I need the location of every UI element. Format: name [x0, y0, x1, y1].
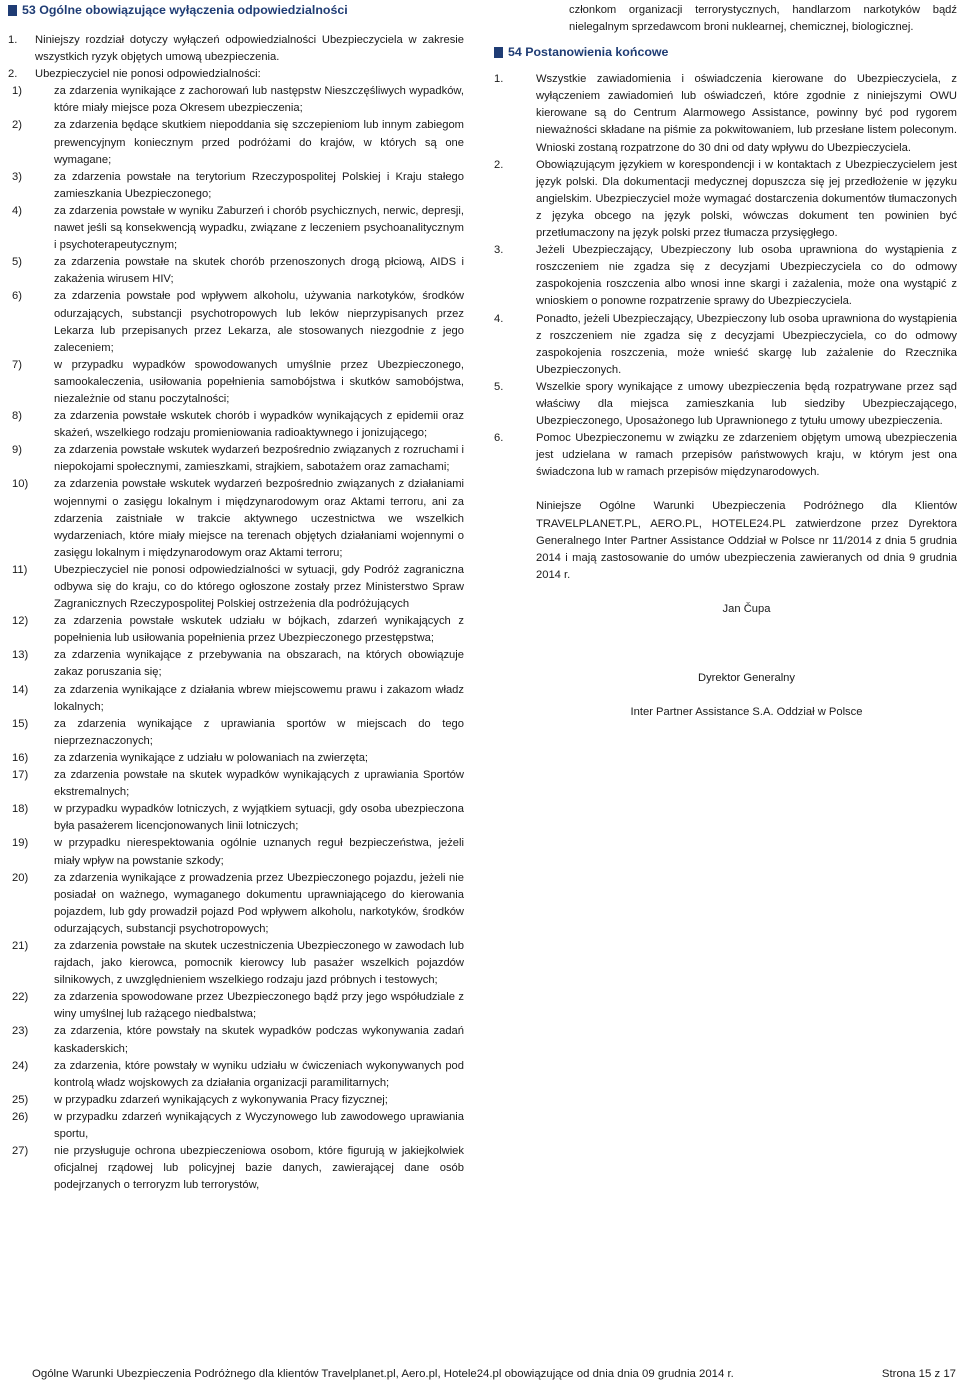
list-item: [494, 311, 957, 379]
list-item-text: za zdarzenia powstałe na skutek wypadków wynikających z uprawiania Sportów ekstremalnych;: [54, 769, 464, 799]
signature-company: Inter Partner Assistance S.A. Oddział w Polsce: [630, 706, 863, 719]
list-item-text: Ubezpieczyciel nie ponosi odpowiedzialności w sytuacji, gdy Podróż zagraniczna odbywa się do kraju, co do którego ogłoszone zostały przez Ministerstwo Spraw Zagranicznych Rzeczypospolitej Polskiej ostrzeżenia dla podróżujących: [54, 563, 464, 611]
list-item: [12, 870, 464, 938]
list-item-number: 2.: [494, 158, 504, 171]
list-item: [12, 767, 464, 801]
list-item: [494, 379, 957, 430]
right-column: [494, 0, 957, 721]
list-item-text: w przypadku wypadków spowodowanych umyślnie przez Ubezpieczonego, samookaleczenia, usiłowania popełnienia samobójstwa i skutków samobójstwa, niezależnie od stanu poczytalności;: [54, 358, 464, 405]
list-item: [12, 83, 464, 117]
list-item: [12, 1109, 464, 1143]
list-item-number: 20): [12, 871, 29, 884]
list-item-text: za zdarzenia spowodowane przez Ubezpieczonego bądź przy jego współudziale z winy umyślnej lub rażącego niedbalstwa;: [54, 991, 464, 1021]
list-item-text: za zdarzenia powstałe na skutek chorób przenoszonych drogą płciową, AIDS i zakażenia wirusem HIV;: [54, 256, 464, 286]
signature-title: Dyrektor Generalny: [698, 672, 795, 684]
list-item-text: za zdarzenia, które powstały w wyniku udziału w ćwiczeniach wykonywanych pod kontrolą władz wojskowych za działania organizacji paramilitarnych;: [54, 1059, 464, 1089]
list-item: [12, 169, 464, 203]
list-item: [12, 750, 464, 767]
list-item-number: 2): [12, 119, 22, 132]
list-item-text: za zdarzenia powstałe na terytorium Rzeczypospolitej Polskiej i Kraju stałego zamieszkania Ubezpieczonego;: [54, 170, 464, 200]
section-54-heading: 54 Postanowienia końcowe: [494, 44, 957, 61]
list-item-number: 18): [12, 803, 29, 816]
list-item-text: za zdarzenia powstałe wskutek wydarzeń bezpośrednio związanych z działaniami wojennymi o zasięgu lokalnym i międzynarodowym oraz Aktami terroru, ani za zdarzenia zaistniałe w trakcie aktywnego uczestnictwa we wszelkich wydarzeniach, które miały miejsce na terenach objętych działaniami wojennymi o zasięgu lokalnym i międzynarodowym oraz Aktami terroru;: [54, 478, 464, 559]
list-item: [12, 1058, 464, 1092]
list-item-text: za zdarzenia powstałe wskutek chorób i wypadków wynikających z epidemii oraz skażeń, wszelkiego rodzaju promieniowania radioaktywnego i jonizującego;: [54, 410, 464, 440]
list-item: [494, 242, 957, 310]
list-item-text: za zdarzenia wynikające z uprawiania sportów w miejscach do tego nieprzeznaczonych;: [54, 717, 464, 747]
list-item-text: Ponadto, jeżeli Ubezpieczający, Ubezpieczony lub osoba uprawniona do wystąpienia z roszczeniem nie zgadza się z decyzjami Ubezpieczyciela, co do odmowy zaspokojenia roszczenia, może wnieść skargę lub zażalenie do Rzecznika Ubezpieczonych.: [536, 312, 957, 376]
list-item: [494, 71, 957, 156]
section-53-heading: 53 Ogólne obowiązujące wyłączenia odpowiedzialności: [8, 2, 464, 19]
list-item: [12, 117, 464, 168]
list-item: [12, 288, 464, 356]
list-item: [12, 476, 464, 561]
list-item-number: 1): [12, 85, 22, 98]
list-item-text: za zdarzenia powstałe wskutek udziału w bójkach, zdarzeń wynikających z popełnienia lub usiłowania popełnienia przez Ubezpieczonego przestępstwa;: [54, 615, 464, 645]
list-item-number: 3): [12, 170, 22, 183]
list-item-number: 17): [12, 769, 29, 782]
list-item: [12, 1092, 464, 1109]
list-item-number: 3.: [494, 244, 504, 257]
left-column: [8, 0, 464, 1194]
list-item: [494, 157, 957, 242]
list-item-number: 5.: [494, 380, 504, 393]
list-item: [12, 682, 464, 716]
list-item: [12, 835, 464, 869]
list-item-text: za zdarzenia wynikające z udziału w polowaniach na zwierzęta;: [54, 751, 369, 764]
list-item-number: 10): [12, 478, 29, 491]
list-item-number: 19): [12, 837, 29, 850]
list-item-number: 4.: [494, 312, 504, 325]
list-item: [12, 442, 464, 476]
list-item-text: za zdarzenia będące skutkiem niepoddania się szczepieniom lub innym zabiegom prewencyjnym koniecznym przed podróżami do krajów, w których są one wymagane;: [54, 119, 464, 166]
closing-paragraph: Niniejsze Ogólne Warunki Ubezpieczenia Podróżnego dla Klientów TRAVELPLANET.PL, AERO.PL, HOTELE24.PL zatwierdzone przez Dyrektora Generalnego Inter Partner Assistance Oddział w Polsce nr 11/2014 z dnia 5 grudnia 2014 i mają zastosowanie do umów ubezpieczenia zawieranych od dnia 9 grudnia 2014 r.: [536, 500, 957, 581]
list-item-text: Wszelkie spory wynikające z umowy ubezpieczenia będą rozpatrywane przez sąd właściwy dla miejsca zamieszkania lub siedziby Ubezpieczającego, Ubezpieczonego, Uposażonego lub Uprawnionego z tytułu umowy ubezpieczenia.: [536, 380, 957, 428]
list-item-number: 27): [12, 1145, 29, 1158]
exclusions-list: [8, 83, 464, 1194]
list-item: [12, 1143, 464, 1194]
list-item-text: w przypadku nierespektowania ogólnie uznanych reguł bezpieczeństwa, jeżeli miały wpływ na powstanie szkody;: [54, 837, 464, 867]
list-item: [12, 408, 464, 442]
list-item-text: za zdarzenia powstałe w wyniku Zaburzeń i chorób psychicznych, nerwic, depresji, nawet jeśli są konsekwencją wypadku, związane z leczeniem psychoanalitycznym i psychoterapeutycznym;: [54, 204, 464, 252]
list-item-number: 1.: [494, 73, 504, 86]
heading-square-icon: [494, 47, 503, 58]
list-item: [494, 430, 957, 481]
paragraph-1: 1. Niniejszy rozdział dotyczy wyłączeń odpowiedzialności Ubezpieczyciela w zakresie wszystkich ryzyk objętych umową ubezpieczenia.: [8, 34, 464, 64]
list-item-text: Pomoc Ubezpieczonemu w związku ze zdarzeniem objętym umową ubezpieczenia jest udzielana w ramach przepisów państwowych kraju, w którym jest ona świadczona lub w ramach przepisów międzynarodowych.: [536, 432, 957, 479]
heading-square-icon: [8, 5, 17, 16]
final-provisions-list: [494, 71, 957, 481]
list-item: [12, 203, 464, 254]
list-item-text: za zdarzenia wynikające z prowadzenia przez Ubezpieczonego pojazdu, jeżeli nie posiadał on ważnego, wymaganego dokumentu uprawniającego do kierowania pojazdem, lub gdy prowadził pojazd Pod wpływem alkoholu, narkotyków, środków odurzających, substancji psychotropowych;: [54, 871, 464, 935]
list-item-text: za zdarzenia wynikające z zachorowań lub następstw Nieszczęśliwych wypadków, które miały miejsce poza Okresem ubezpieczenia;: [54, 85, 464, 115]
list-item: [12, 716, 464, 750]
list-item-text: nie przysługuje ochrona ubezpieczeniowa osobom, które figurują w jakiejkolwiek oficjalnej rządowej lub policyjnej bazie danych, zawierającej dane osób podejrzanych o terroryzm lub terrorystów,: [54, 1145, 464, 1192]
list-item-number: 12): [12, 615, 29, 628]
list-item-number: 4): [12, 204, 22, 217]
list-item-text: za zdarzenia, które powstały na skutek wypadków podczas wykonywania zadań kaskaderskich;: [54, 1025, 464, 1055]
list-item-number: 8): [12, 410, 22, 423]
list-item-number: 13): [12, 649, 29, 662]
list-item-number: 25): [12, 1093, 29, 1106]
list-item: [12, 989, 464, 1023]
list-item-text: za zdarzenia powstałe na skutek uczestniczenia Ubezpieczonego w zawodach lub rajdach, jako kierowca, pomocnik kierowcy lub pasażer wszelkich pojazdów silnikowych, z uwzględnieniem wszelkiego rodzaju jazd próbnych i testowych;: [54, 939, 464, 987]
list-item-text: za zdarzenia wynikające z działania wbrew miejscowemu prawu i zakazom władz lokalnych;: [54, 683, 464, 713]
list-item-number: 6): [12, 290, 22, 303]
list-item: [12, 562, 464, 613]
list-item: [12, 1023, 464, 1057]
list-item: [12, 647, 464, 681]
signature-name: Jan Čupa: [722, 602, 771, 615]
list-item-text: Obowiązującym językiem w korespondencji i w kontaktach z Ubezpieczycielem jest język polski. Dla dokumentacji medycznej dopuszcza się jej przedłożenie w języku angielskim. Ubezpieczyciel może wymagać dostarczenia dokumentów tłumaczonych z języka obcego na język polski, wówczas dokument ten powinien być przetłumaczony na język polski przez tłumacza przysięgłego.: [536, 158, 957, 240]
list-item-text: w przypadku zdarzeń wynikających z Wyczynowego lub zawodowego uprawiania sportu,: [54, 1110, 464, 1140]
list-item-text: za zdarzenia powstałe pod wpływem alkoholu, używania narkotyków, środków odurzających, substancji psychotropowych lub leków nieprzypisanych przez Lekarza lub przepisanych przez Lekarza, ale stosowanych niezgodnie z jego zaleceniem;: [54, 290, 464, 354]
list-item-number: 14): [12, 683, 29, 696]
list-item-number: 9): [12, 444, 22, 457]
list-item-number: 15): [12, 717, 29, 730]
list-item-number: 24): [12, 1059, 29, 1072]
page-number: Strona 15 z 17: [881, 1368, 956, 1380]
list-item: [12, 254, 464, 288]
list-item-number: 23): [12, 1025, 29, 1038]
list-item-text: w przypadku zdarzeń wynikających z wykonywania Pracy fizycznej;: [54, 1093, 388, 1106]
list-item-text: w przypadku wypadków lotniczych, z wyjątkiem sytuacji, gdy osoba ubezpieczona była pasażerem licencjonowanych linii lotniczych;: [54, 803, 464, 833]
list-item-number: 26): [12, 1110, 29, 1123]
list-item-number: 22): [12, 991, 29, 1004]
footer-text: Ogólne Warunki Ubezpieczenia Podróżnego dla klientów Travelplanet.pl, Aero.pl, Hotele24.pl obowiązujące od dnia dnia 09 grudnia 2014 r.: [32, 1368, 734, 1380]
list-item-number: 7): [12, 358, 22, 371]
list-item: [12, 938, 464, 989]
list-item-text: za zdarzenia powstałe wskutek wydarzeń bezpośrednio związanych z rozruchami i niepokojami społecznymi, zamieszkami, strajkiem, sabotażem oraz zamachami;: [54, 444, 464, 474]
list-item-number: 21): [12, 939, 29, 952]
list-item-text: za zdarzenia wynikające z przebywania na obszarach, na których obowiązuje zakaz poruszania się;: [54, 649, 464, 679]
list-item-number: 6.: [494, 432, 504, 445]
list-item-number: 11): [12, 563, 28, 576]
list-item-text: Jeżeli Ubezpieczający, Ubezpieczony lub osoba uprawniona do wystąpienia z roszczeniem nie zgadza się z decyzjami Ubezpieczyciela co do odmowy zaspokojenia roszczenia albo wnosi inne skargi i zażalenia, może ona wystąpić z wnioskiem o ponowne rozpatrzenie sprawy do Ubezpieczyciela.: [536, 244, 957, 308]
list-item-number: 5): [12, 256, 22, 269]
continuation-text: członkom organizacji terrorystycznych, handlarzom narkotyków bądź nielegalnym sprzedawcom broni nuklearnej, chemicznej, biologicznej.: [569, 4, 957, 34]
list-item: [12, 801, 464, 835]
list-item-text: Wszystkie zawiadomienia i oświadczenia kierowane do Ubezpieczyciela, z wyłączeniem zawiadomień lub oświadczeń, które zgodnie z niniejszymi OWU kierowane są do Centrum Alarmowego Assistance, powinny być pod rygorem nieważności składane na piśmie za pokwitowaniem, lub przesłane listem poleconym. Wnioski zostaną rozpatrzone do 30 dni od daty wpływu do Ubezpieczyciela.: [536, 73, 957, 154]
list-item-number: 16): [12, 751, 29, 764]
list-item: [12, 613, 464, 647]
list-item: [12, 357, 464, 408]
paragraph-2: 2. Ubezpieczyciel nie ponosi odpowiedzialności:: [8, 68, 261, 81]
